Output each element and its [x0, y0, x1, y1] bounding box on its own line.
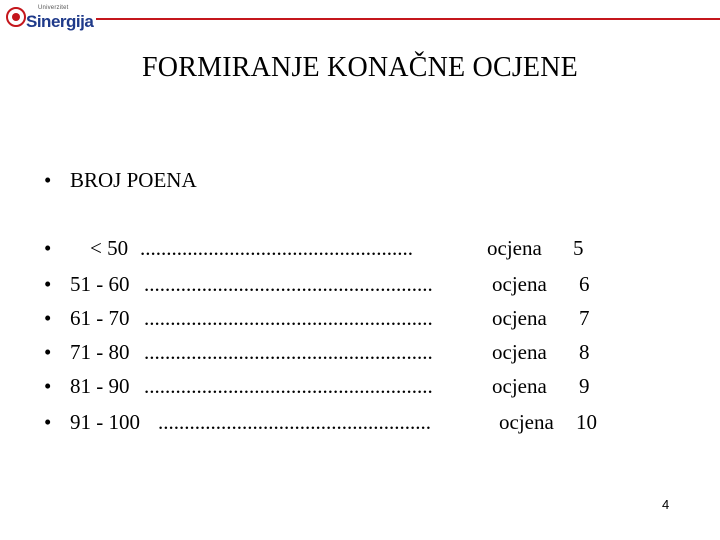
grade-row — [44, 306, 664, 330]
grade-word: ocjena — [492, 374, 547, 398]
grade-dots: .................................................... — [140, 236, 413, 260]
grade-value: 7 — [579, 306, 590, 330]
grade-dots: .................................................... — [158, 410, 431, 434]
grade-range: 61 - 70 — [70, 306, 130, 330]
grade-value: 5 — [573, 236, 584, 260]
grade-row — [44, 236, 664, 260]
grade-range: 71 - 80 — [70, 340, 130, 364]
grade-range: 51 - 60 — [70, 272, 130, 296]
university-logo — [6, 4, 92, 34]
grade-word: ocjena — [499, 410, 554, 434]
grade-range: 81 - 90 — [70, 374, 130, 398]
grade-range: 91 - 100 — [70, 410, 140, 434]
heading-text: BROJ POENA — [70, 168, 197, 192]
grade-word: ocjena — [492, 306, 547, 330]
slide-title-text: FORMIRANJE KONAČNE OCJENE — [142, 52, 578, 83]
grade-dots: ....................................................... — [144, 272, 433, 296]
grade-value: 10 — [576, 410, 597, 434]
bullet-icon: • — [44, 306, 52, 330]
bullet-icon: • — [44, 340, 52, 364]
bullet-icon: • — [44, 236, 52, 260]
heading-item — [44, 168, 197, 192]
grade-row — [44, 272, 664, 296]
grade-dots: ....................................................... — [144, 340, 433, 364]
grade-dots: ....................................................... — [144, 306, 433, 330]
bullet-icon: • — [44, 168, 52, 192]
grade-row — [44, 410, 664, 434]
grade-row — [44, 340, 664, 364]
logo-emblem-icon — [6, 7, 26, 27]
grade-value: 6 — [579, 272, 590, 296]
page-number: 4 — [662, 497, 670, 512]
grade-value: 8 — [579, 340, 590, 364]
logo-subtitle: Univerzitet — [38, 5, 69, 11]
bullet-icon: • — [44, 272, 52, 296]
grade-word: ocjena — [487, 236, 542, 260]
grade-row — [44, 374, 664, 398]
header-bar — [0, 0, 720, 40]
grade-word: ocjena — [492, 340, 547, 364]
grade-dots: ....................................................... — [144, 374, 433, 398]
bullet-icon: • — [44, 374, 52, 398]
bullet-icon: • — [44, 410, 52, 434]
grade-word: ocjena — [492, 272, 547, 296]
grade-range: < 50 — [90, 236, 129, 260]
logo-wordmark: Sinergija — [26, 12, 94, 31]
grade-value: 9 — [579, 374, 590, 398]
slide-title — [0, 52, 720, 84]
header-rule — [96, 18, 720, 20]
